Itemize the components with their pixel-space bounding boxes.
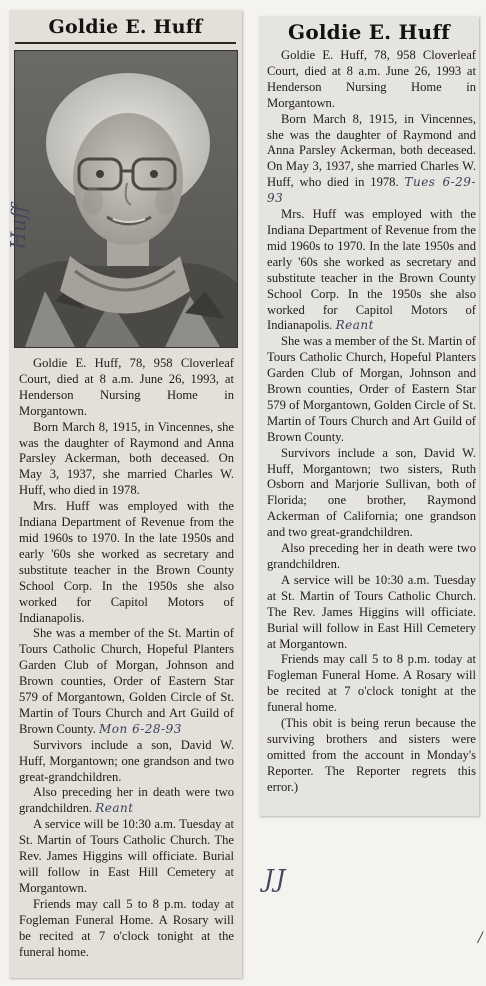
left-paragraph: Born March 8, 1915, in Vincennes, she was the daughter of Raymond and Anna Parsley Ackerman, both deceased. On May 3, 1937, she married Charles W. Huff, who died in 1978.: [19, 419, 234, 498]
right-paragraph: A service will be 10:30 a.m. Tuesday at St. Martin of Tours Catholic Church. The Rev. James Higgins will officiate. Burial will follow in East Hill Cemetery at Morgantown.: [267, 572, 476, 651]
left-obituary-clipping: [9, 10, 242, 978]
right-obituary-text: [259, 48, 479, 796]
right-headline: Goldie E. Huff: [288, 20, 450, 44]
left-paragraph-text: She was a member of the St. Martin of Tours Catholic Church, Hopeful Planters Garden Club of Morgan, Johnson and Brown counties, Order of Eastern Star 579 of Morgantown, Golden Circle of St. Martin of Tours Church and Art Guild of Brown County.: [19, 626, 234, 736]
right-paragraph: Also preceding her in death were two grandchildren.: [267, 541, 476, 571]
left-obituary-text: [9, 356, 242, 960]
right-paragraph: Friends may call 5 to 8 p.m. today at Fogleman Funeral Home. A Rosary will be recited at 7 o'clock tonight at the funeral home.: [267, 652, 476, 715]
right-paragraph: [267, 207, 476, 334]
left-headline-rule: [15, 42, 236, 44]
left-margin-scrawl: Huff: [5, 204, 32, 250]
portrait-illustration: [15, 51, 237, 347]
portrait-photo: [14, 50, 238, 348]
left-paragraph: Goldie E. Huff, 78, 958 Cloverleaf Court, died at 8 a.m. June 26, 1993, at Henderson Nursing Home in Morgantown.: [19, 356, 234, 418]
right-obituary-clipping: [259, 16, 479, 816]
left-paragraph: [19, 785, 234, 817]
left-headline: Goldie E. Huff: [48, 16, 203, 38]
right-paragraph: Goldie E. Huff, 78, 958 Cloverleaf Court, died at 8 a.m. June 26, 1993 at Henderson Nursing Home in Morgantown.: [267, 48, 476, 110]
left-paragraph: [19, 626, 234, 737]
right-handwritten-name: Reant: [335, 318, 374, 333]
right-paragraph: She was a member of the St. Martin of Tours Catholic Church, Hopeful Planters Garden Club of Morgan, Johnson and Brown counties, Order of Eastern Star 579 of Morgantown, Golden Circle of St. Martin of Tours Church and Art Guild of Brown County.: [267, 334, 476, 444]
left-paragraph-text: Also preceding her in death were two grandchildren.: [19, 785, 234, 816]
left-handwritten-name: Reant: [95, 801, 134, 816]
right-handwritten-date: Tues 6-29-93: [267, 175, 476, 206]
left-paragraph: A service will be 10:30 a.m. Tuesday at St. Martin of Tours Catholic Church. The Rev. James Higgins will officiate. Burial will follow in East Hill Cemetery at Morgantown.: [19, 817, 234, 895]
right-paragraph: (This obit is being rerun because the surviving brothers and sisters were omitted from the account in Monday's Reporter. The Reporter regrets this error.): [267, 716, 476, 794]
right-paragraph: Survivors include a son, David W. Huff, Morgantown; two sisters, Ruth Osborn and Marjorie Sullivan, both of Florida; one brother, Raymond Ackerman of California; one grandson and two great-grandchildren.: [267, 445, 476, 540]
left-paragraph: Mrs. Huff was employed with the Indiana Department of Revenue from the mid 1960s to 1970. In the late 1950s and early '60s she worked as secretary and substitute teacher in the Brown County School Corp. In the 1950s she also worked for Capitol Motors of Indianapolis.: [19, 499, 234, 625]
right-paragraph-text: Born March 8, 1915, in Vincennes, she was the daughter of Raymond and Anna Parsley Ackerman, both deceased. On May 3, 1937, she married Charles W. Huff, who died in 1978.: [267, 111, 476, 190]
right-paragraph: [267, 112, 476, 207]
left-paragraph: Survivors include a son, David W. Huff, Morgantown; one grandson and two great-grandchildren.: [19, 737, 234, 784]
right-paragraph-text: Mrs. Huff was employed with the Indiana Department of Revenue from the mid 1960s to 1970. In the late 1950s and early '60s she worked as secretary and substitute teacher in the Brown County School Corp. In the 1950s she also worked for Capitol Motors of Indianapolis.: [267, 207, 476, 333]
bottom-handwritten-initials: JJ: [264, 865, 288, 893]
left-handwritten-date: Mon 6-28-93: [99, 721, 182, 736]
left-paragraph: Friends may call 5 to 8 p.m. today at Fogleman Funeral Home. A Rosary will be recited at 7 o'clock tonight at the funeral home.: [19, 896, 234, 959]
right-edge-pen-mark: /: [478, 930, 483, 946]
